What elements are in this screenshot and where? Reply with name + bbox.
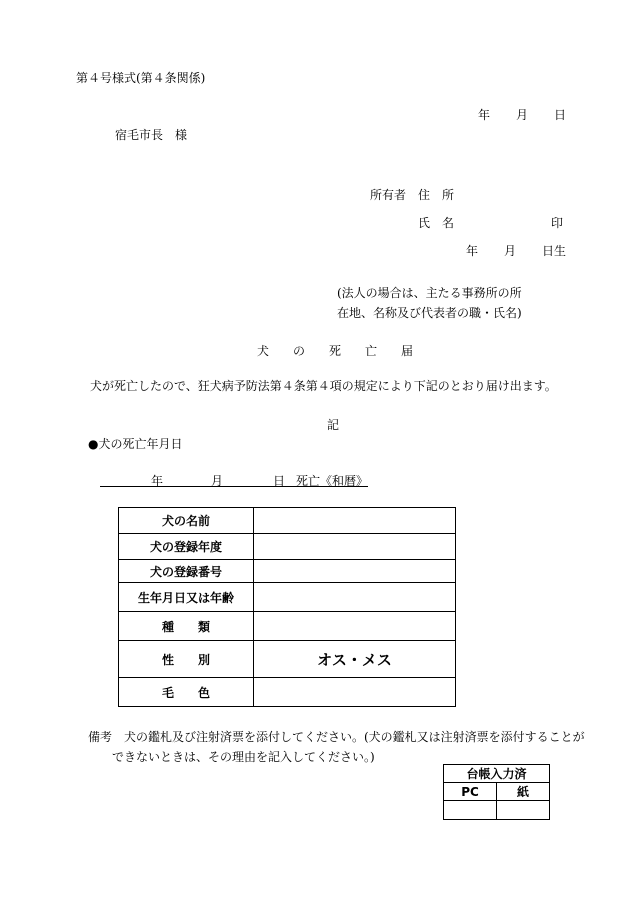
remarks-line2: できないときは、その理由を記入してください。) bbox=[112, 750, 375, 764]
owner-label: 所有者 bbox=[370, 188, 407, 202]
dog-info-table bbox=[118, 507, 456, 707]
ki-note-heading: 記 bbox=[327, 418, 340, 432]
corporation-note-line1: (法人の場合は、主たる事務所の所 bbox=[337, 286, 522, 300]
name-label: 氏 名 bbox=[418, 216, 455, 230]
corporation-note-line2: 在地、名称及び代表者の職・氏名) bbox=[337, 306, 522, 320]
birth-day: 日生 bbox=[542, 244, 567, 258]
owner-birthdate bbox=[466, 242, 566, 259]
ledger-paper-check[interactable] bbox=[497, 801, 550, 820]
form-number: 第４号様式(第４条関係) bbox=[76, 71, 206, 85]
row-label: 種 類 bbox=[119, 612, 254, 641]
date-month: 月 bbox=[516, 108, 529, 122]
table-row bbox=[119, 508, 456, 534]
row-value-field[interactable] bbox=[254, 534, 456, 560]
row-value-field[interactable] bbox=[254, 583, 456, 612]
ledger-paper-label: 紙 bbox=[497, 783, 550, 801]
row-value-field[interactable] bbox=[254, 678, 456, 707]
table-row bbox=[444, 801, 550, 820]
death-suffix: 死亡《和暦》 bbox=[296, 474, 369, 488]
row-value-field[interactable] bbox=[254, 560, 456, 583]
ledger-pc-label: PC bbox=[444, 783, 497, 801]
table-row bbox=[444, 783, 550, 801]
table-row bbox=[119, 641, 456, 678]
row-label: 犬の名前 bbox=[119, 508, 254, 534]
address-label: 住 所 bbox=[418, 188, 455, 202]
death-date-heading: ●犬の死亡年月日 bbox=[88, 437, 183, 451]
sex-choice-field[interactable]: オス・メス bbox=[254, 641, 456, 678]
owner-name-row bbox=[418, 214, 454, 231]
form-title: 犬 の 死 亡 届 bbox=[257, 344, 414, 358]
row-value-field[interactable] bbox=[254, 612, 456, 641]
death-date-line bbox=[100, 472, 368, 487]
date-day: 日 bbox=[554, 108, 567, 122]
ledger-entry-box bbox=[443, 764, 550, 820]
death-month: 月 bbox=[211, 474, 224, 488]
remarks-line1: 備考 犬の鑑札及び注射済票を添付してください。(犬の鑑札又は注射済票を添付することが bbox=[88, 730, 585, 744]
table-row bbox=[444, 765, 550, 783]
row-label: 生年月日又は年齢 bbox=[119, 583, 254, 612]
birth-year: 年 bbox=[466, 244, 479, 258]
row-label: 性 別 bbox=[119, 641, 254, 678]
table-row bbox=[119, 678, 456, 707]
body-text: 犬が死亡したので、狂犬病予防法第４条第４項の規定により下記のとおり届け出ます。 bbox=[90, 379, 557, 393]
table-row bbox=[119, 534, 456, 560]
table-row bbox=[119, 583, 456, 612]
row-label: 犬の登録番号 bbox=[119, 560, 254, 583]
owner-address-row bbox=[370, 186, 454, 203]
ledger-header: 台帳入力済 bbox=[444, 765, 550, 783]
row-value-field[interactable] bbox=[254, 508, 456, 534]
row-label: 犬の登録年度 bbox=[119, 534, 254, 560]
birth-month: 月 bbox=[504, 244, 517, 258]
date-year: 年 bbox=[478, 108, 491, 122]
death-year: 年 bbox=[151, 474, 164, 488]
death-day: 日 bbox=[273, 474, 286, 488]
row-label: 毛 色 bbox=[119, 678, 254, 707]
addressee: 宿毛市長 様 bbox=[115, 128, 188, 142]
table-row bbox=[119, 612, 456, 641]
table-row bbox=[119, 560, 456, 583]
seal-mark: 印 bbox=[551, 216, 564, 230]
submission-date bbox=[478, 106, 566, 123]
ledger-pc-check[interactable] bbox=[444, 801, 497, 820]
